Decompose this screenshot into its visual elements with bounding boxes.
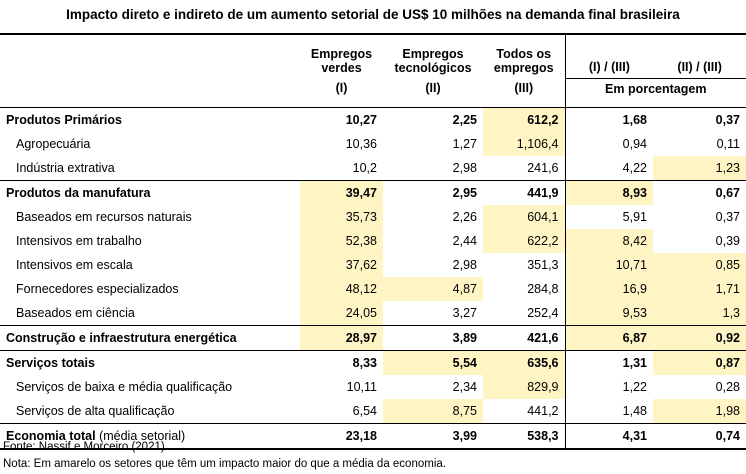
row-label-text: Produtos da manufatura [6, 186, 151, 200]
cell-value: 622,2 [483, 229, 565, 253]
cell-value: 10,36 [345, 137, 377, 151]
row-label-text: Serviços de baixa e média qualificação [16, 380, 233, 394]
row-label [0, 277, 300, 301]
table-row [0, 181, 746, 206]
table-row [0, 132, 746, 156]
cell-value: 1,71 [653, 277, 746, 301]
header-all-jobs: Todos os empregos (III) [483, 34, 565, 108]
cell-value: 5,91 [565, 205, 653, 229]
footnote-note: Nota: Em amarelo os setores que têm um impacto maior do que a média da economia. [3, 458, 446, 470]
cell-value: 0,94 [565, 132, 653, 156]
cell-value: 252,4 [527, 306, 559, 320]
cell-value: 1,3 [653, 301, 746, 326]
row-label [0, 229, 300, 253]
cell-value: 10,71 [565, 253, 653, 277]
header-ratios [565, 34, 746, 108]
row-label-text: Serviços totais [6, 356, 95, 370]
cell-value: 4,87 [383, 277, 483, 301]
table-row [0, 205, 746, 229]
cell-value: 10,11 [346, 380, 377, 394]
row-label-text: Indústria extrativa [16, 161, 115, 175]
cell-value: 829,9 [483, 375, 565, 399]
row-label [0, 132, 300, 156]
cell-value: 1,98 [653, 399, 746, 424]
cell-value: 3,99 [383, 424, 483, 450]
cell-value: 8,93 [565, 181, 653, 206]
header-ratio-2: (II) / (III) [677, 60, 722, 74]
cell-value: 612,2 [483, 108, 565, 133]
table-body [0, 108, 746, 450]
row-label-text: Construção e infraestrutura energética [6, 331, 237, 345]
row-label-suffix: (média setorial) [95, 429, 186, 443]
row-label-text: Baseados em ciência [16, 306, 135, 320]
cell-value: 0,92 [653, 326, 746, 351]
cell-value: 0,74 [653, 424, 746, 450]
table-row [0, 326, 746, 351]
cell-value: 24,05 [300, 301, 383, 326]
impact-table [0, 33, 746, 450]
row-label [0, 108, 300, 133]
cell-value: 3,27 [452, 306, 477, 320]
cell-value: 6,87 [565, 326, 653, 351]
row-label-text: Intensivos em trabalho [16, 234, 142, 248]
row-label [0, 301, 300, 326]
cell-value: 441,2 [527, 404, 559, 418]
cell-value: 2,98 [452, 161, 477, 175]
cell-value: 1,31 [565, 351, 653, 376]
table-title: Impacto direto e indireto de um aumento setorial de US$ 10 milhões na demanda final brasileira [66, 7, 680, 22]
cell-value: 5,54 [383, 351, 483, 376]
row-label [0, 181, 300, 206]
cell-value: 1,27 [452, 137, 477, 151]
cell-value: 0,87 [653, 351, 746, 376]
cell-value: 2,25 [452, 113, 477, 127]
cell-value: 635,6 [483, 351, 565, 376]
cell-value: 9,53 [565, 301, 653, 326]
cell-value: 2,34 [452, 380, 477, 394]
cell-value: 1,68 [565, 108, 653, 133]
cell-value: 8,42 [565, 229, 653, 253]
cell-value: 4,22 [565, 156, 653, 181]
cell-value: 1,23 [653, 156, 746, 181]
cell-value: 8,75 [383, 399, 483, 424]
row-label [0, 205, 300, 229]
cell-value: 2,95 [383, 181, 483, 206]
cell-value: 0,85 [653, 253, 746, 277]
row-label [0, 399, 300, 424]
cell-value: 6,54 [352, 404, 377, 418]
cell-value: 441,9 [483, 181, 565, 206]
table-row [0, 277, 746, 301]
table-row [0, 351, 746, 376]
row-label-text: Produtos Primários [6, 113, 122, 127]
cell-value: 39,47 [300, 181, 383, 206]
row-label-text: Economia total [6, 429, 96, 443]
header-pct-unit: Em porcentagem [566, 78, 746, 96]
cell-value: 4,31 [565, 424, 653, 450]
footnote-source: Fonte: Nassif e Morceiro (2021). [3, 441, 168, 453]
cell-value: 284,8 [527, 282, 559, 296]
row-label-text: Agropecuária [16, 137, 91, 151]
cell-value: 2,44 [452, 234, 477, 248]
cell-value: 538,3 [483, 424, 565, 450]
table-row [0, 108, 746, 133]
header-ratio-1: (I) / (III) [588, 60, 630, 74]
table-row [0, 229, 746, 253]
cell-value: 2,26 [452, 210, 477, 224]
cell-value: 10,27 [345, 113, 377, 127]
row-label [0, 326, 300, 351]
header-row [0, 34, 746, 108]
cell-value: 52,38 [300, 229, 383, 253]
table-row [0, 156, 746, 181]
row-label-text: Fornecedores especializados [16, 282, 179, 296]
row-label [0, 253, 300, 277]
cell-value: 37,62 [300, 253, 383, 277]
cell-value: 48,12 [300, 277, 383, 301]
cell-value: 1,106,4 [483, 132, 565, 156]
cell-value: 28,97 [300, 326, 383, 351]
cell-value: 8,33 [300, 351, 383, 376]
cell-value: 16,9 [565, 277, 653, 301]
cell-value: 23,18 [300, 424, 383, 450]
header-tech-jobs: Empregos tecnológicos (II) [383, 34, 483, 108]
table-row [0, 375, 746, 399]
table-row [0, 301, 746, 326]
table-row [0, 253, 746, 277]
cell-value: 0,28 [715, 380, 741, 394]
cell-value: 1,22 [565, 375, 653, 399]
cell-value: 0,11 [716, 137, 741, 151]
cell-value: 0,37 [715, 210, 741, 224]
cell-value: 0,39 [715, 234, 741, 248]
row-label-text: Intensivos em escala [16, 258, 133, 272]
cell-value: 1,48 [565, 399, 653, 424]
row-label [0, 351, 300, 376]
row-label-text: Serviços de alta qualificação [16, 404, 175, 418]
cell-value: 0,37 [715, 113, 741, 127]
row-label [0, 156, 300, 181]
cell-value: 241,6 [527, 161, 559, 175]
header-green-jobs: Empregos verdes (I) [300, 34, 383, 108]
cell-value: 2,98 [452, 258, 477, 272]
cell-value: 35,73 [300, 205, 383, 229]
cell-value: 351,3 [527, 258, 559, 272]
table-row [0, 399, 746, 424]
cell-value: 421,6 [483, 326, 565, 351]
cell-value: 0,67 [653, 181, 746, 206]
header-sector [0, 34, 300, 108]
cell-value: 10,2 [352, 161, 377, 175]
row-label-text: Baseados em recursos naturais [16, 210, 192, 224]
cell-value: 3,89 [383, 326, 483, 351]
cell-value: 604,1 [483, 205, 565, 229]
row-label [0, 375, 300, 399]
